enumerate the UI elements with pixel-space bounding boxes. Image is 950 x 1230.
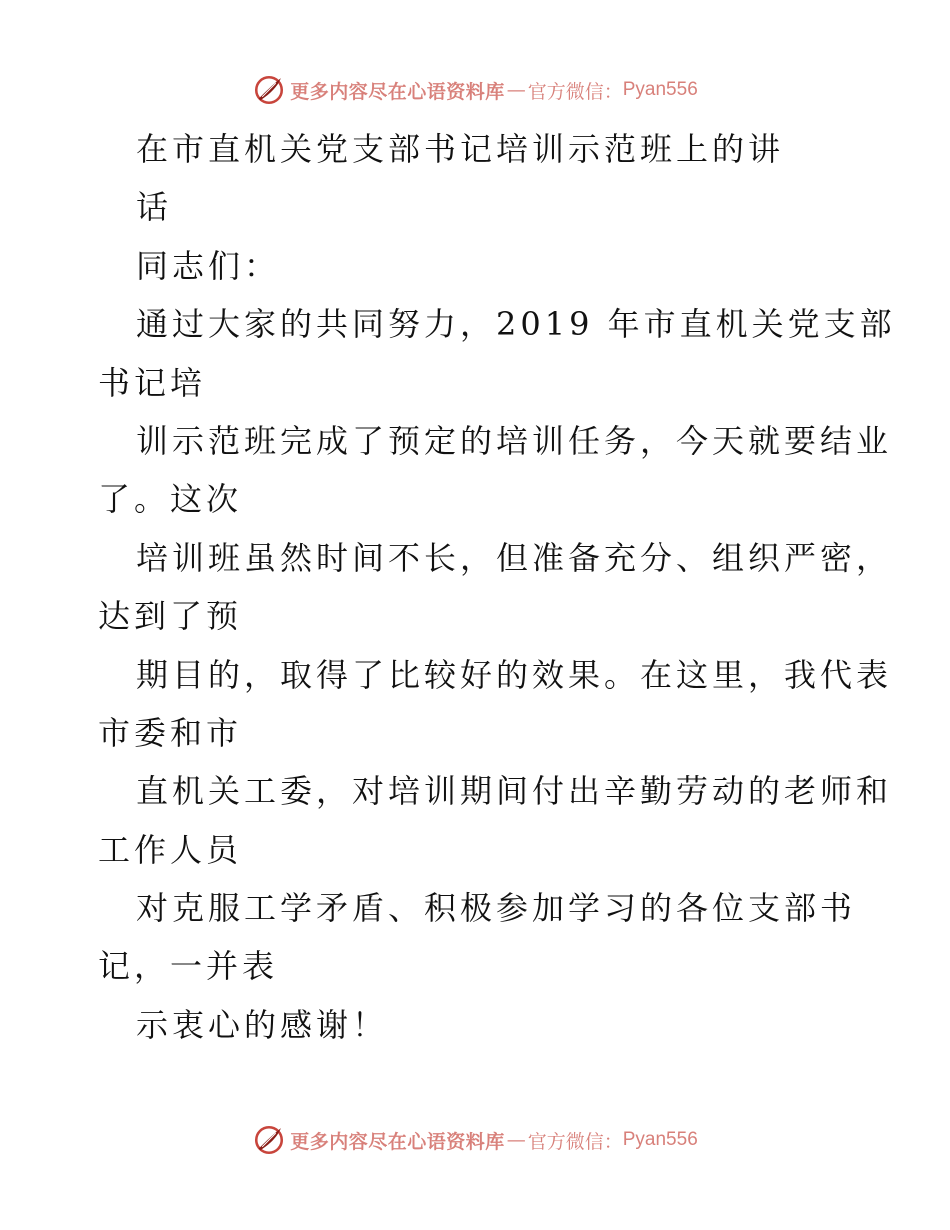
feather-pen-logo-icon [252,73,286,107]
banner-wechat-label: 官方微信： [527,1130,623,1153]
text-line: 达到了预 [98,597,243,636]
text-line: 记，一并表 [98,947,279,986]
text-line: 训示范班完成了预定的培训任务，今天就要结业 [136,421,893,460]
text-line: 直机关工委，对培训期间付出辛勤劳动的老师和 [136,772,893,811]
text-line: 了。这次 [98,480,243,519]
header-banner [0,70,950,110]
banner-main-text: 更多内容尽在心语资料库 [290,80,505,103]
text-line: 通过大家的共同努力，2019 年市直机关党支部 [136,305,896,344]
text-line: 示衷心的感谢！ [136,1005,389,1044]
feather-pen-logo-icon [252,1123,286,1157]
banner-separator: — [506,79,526,101]
footer-banner [0,1120,950,1160]
text-line: 话 [136,188,173,227]
text-line: 在市直机关党支部书记培训示范班上的讲 [136,130,785,168]
text-line: 市委和市 [98,713,243,752]
text-line: 期目的，取得了比较好的效果。在这里，我代表 [136,655,893,694]
banner-separator: — [506,1129,526,1151]
banner-wechat-id: Pyan556 [622,79,698,100]
text-line: 对克服工学矛盾、积极参加学习的各位支部书 [136,889,857,928]
banner-wechat-id: Pyan556 [622,1129,698,1150]
text-line: 书记培 [98,363,207,402]
text-line: 工作人员 [98,830,243,869]
text-line: 同志们： [136,246,281,285]
document-body [98,120,896,1054]
banner-main-text: 更多内容尽在心语资料库 [290,1130,505,1153]
text-line: 培训班虽然时间不长，但准备充分、组织严密， [136,538,893,577]
banner-wechat-label: 官方微信： [527,80,623,103]
